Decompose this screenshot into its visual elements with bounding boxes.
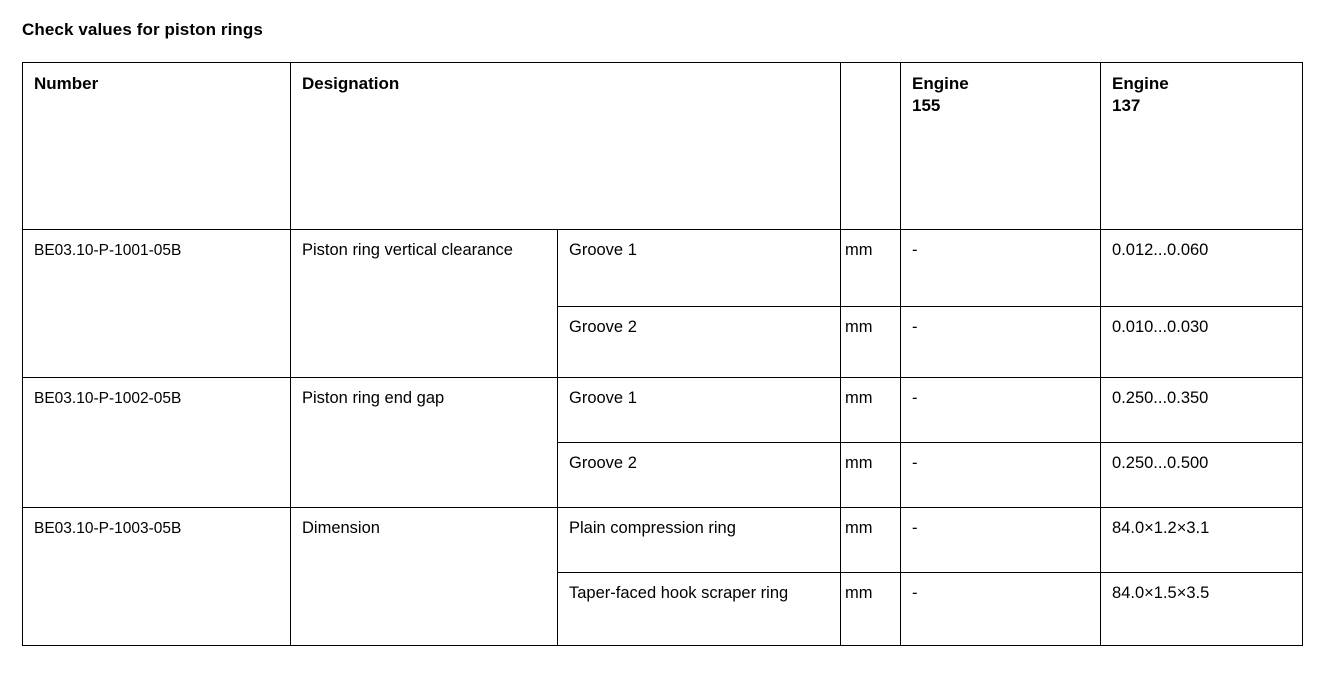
header-cell-designation bbox=[291, 63, 841, 230]
subrow-value-137: 84.0×1.5×3.5 bbox=[1112, 584, 1210, 602]
subrow-value-137: 84.0×1.2×3.1 bbox=[1112, 519, 1210, 537]
subrow-label: Groove 1 bbox=[569, 389, 637, 407]
row-designation-cell bbox=[291, 508, 558, 646]
header-cell-number bbox=[23, 63, 291, 230]
subrow-label: Plain compression ring bbox=[569, 519, 736, 537]
row-designation-cell bbox=[291, 230, 558, 378]
subrow-value-137: 0.010...0.030 bbox=[1112, 318, 1209, 336]
row-subrow-engine-155 bbox=[901, 508, 1101, 646]
header-engine-137-line2: 137 bbox=[1112, 96, 1141, 116]
row-subrow-units bbox=[841, 230, 901, 378]
header-label-engine-155 bbox=[901, 63, 1100, 127]
row-number-cell bbox=[23, 378, 291, 508]
row-number-cell bbox=[23, 508, 291, 646]
subrow-unit: mm bbox=[845, 389, 873, 407]
row-subrow-engine-155 bbox=[901, 230, 1101, 378]
row-subrow-engine-137 bbox=[1101, 230, 1303, 378]
subrow-value-155: - bbox=[912, 584, 918, 602]
subrow-unit: mm bbox=[845, 318, 873, 336]
row-number: BE03.10-P-1002-05B bbox=[34, 390, 182, 407]
row-subrow-labels bbox=[558, 230, 841, 378]
row-designation-cell bbox=[291, 378, 558, 508]
row-subrow-engine-155 bbox=[901, 378, 1101, 508]
subrow-unit: mm bbox=[845, 519, 873, 537]
subrow-label: Taper-faced hook scraper ring bbox=[569, 584, 789, 602]
table-row bbox=[23, 508, 1303, 646]
subrow-unit: mm bbox=[845, 454, 873, 472]
header-engine-155-line1: Engine bbox=[912, 74, 969, 93]
header-label-unit bbox=[841, 63, 900, 83]
subrow-unit: mm bbox=[845, 584, 873, 602]
table-row bbox=[23, 378, 1303, 508]
header-label-number: Number bbox=[34, 74, 99, 93]
subrow-value-137: 0.250...0.350 bbox=[1112, 389, 1209, 407]
row-subrow-labels bbox=[558, 378, 841, 508]
row-subrow-labels bbox=[558, 508, 841, 646]
subrow-value-155: - bbox=[912, 318, 918, 336]
subrow-value-137: 0.012...0.060 bbox=[1112, 241, 1209, 259]
header-engine-155-line2: 155 bbox=[912, 96, 941, 116]
subrow-value-155: - bbox=[912, 519, 918, 537]
subrow-label: Groove 2 bbox=[569, 318, 637, 336]
subrow-value-155: - bbox=[912, 454, 918, 472]
row-designation: Piston ring end gap bbox=[302, 389, 445, 407]
row-subrow-engine-137 bbox=[1101, 508, 1303, 646]
row-number: BE03.10-P-1003-05B bbox=[34, 520, 182, 537]
table-row bbox=[23, 230, 1303, 378]
page-title: Check values for piston rings bbox=[22, 20, 263, 39]
subrow-unit: mm bbox=[845, 241, 873, 259]
check-values-table bbox=[22, 62, 1303, 646]
subrow-label: Groove 2 bbox=[569, 454, 637, 472]
row-subrow-units bbox=[841, 378, 901, 508]
header-cell-engine-137 bbox=[1101, 63, 1303, 230]
row-designation: Dimension bbox=[302, 519, 380, 537]
header-engine-137-line1: Engine bbox=[1112, 74, 1169, 93]
subrow-value-155: - bbox=[912, 389, 918, 407]
row-number-cell bbox=[23, 230, 291, 378]
header-cell-unit bbox=[841, 63, 901, 230]
row-number: BE03.10-P-1001-05B bbox=[34, 242, 182, 259]
subrow-value-137: 0.250...0.500 bbox=[1112, 454, 1209, 472]
subrow-label: Groove 1 bbox=[569, 241, 637, 259]
header-label-engine-137 bbox=[1101, 63, 1302, 127]
row-subrow-units bbox=[841, 508, 901, 646]
row-designation: Piston ring vertical clearance bbox=[302, 241, 513, 259]
header-label-designation: Designation bbox=[302, 74, 400, 93]
subrow-value-155: - bbox=[912, 241, 918, 259]
table-header-row bbox=[23, 63, 1303, 230]
header-cell-engine-155 bbox=[901, 63, 1101, 230]
row-subrow-engine-137 bbox=[1101, 378, 1303, 508]
